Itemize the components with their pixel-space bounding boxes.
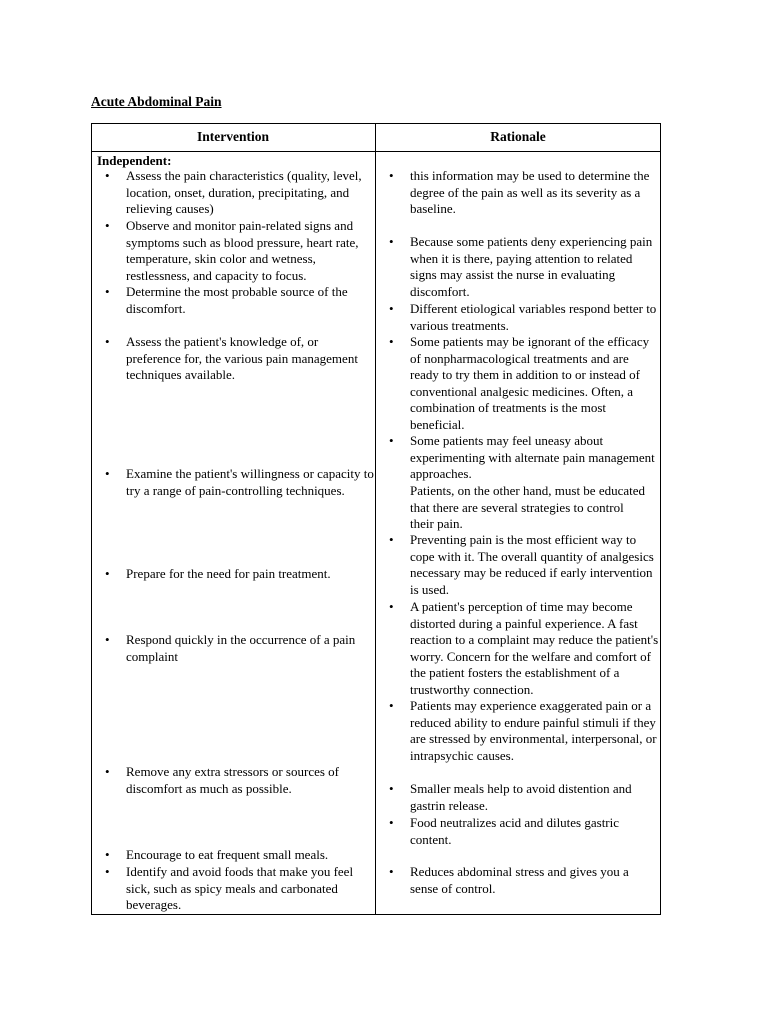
table-header-divider [91, 151, 661, 152]
bullet-icon: • [389, 781, 394, 796]
rationale-item: • A patient's perception of time may become distorted during a painful experience. A fast reaction to a complaint may reduce the patient's worry. Concern for the welfare and comfort of the patient fosters the establishment of a trustworthy connection. [389, 599, 659, 697]
intervention-item: • Prepare for the need for pain treatment. [105, 566, 331, 581]
bullet-icon: • [389, 698, 394, 713]
header-intervention: Intervention [197, 128, 269, 144]
intervention-item: • Identify and avoid foods that make you feel sick, such as spicy meals and carbonated beverages. [105, 864, 354, 913]
bullet-icon: • [389, 864, 394, 879]
bullet-icon: • [389, 234, 394, 249]
intervention-item: • Observe and monitor pain-related signs and symptoms such as blood pressure, heart rate, temperature, skin color and wetness, restlessness, and capacity to focus. [105, 218, 359, 283]
rationale-item: • Food neutralizes acid and dilutes gastric content. [389, 815, 620, 847]
bullet-icon: • [105, 218, 110, 233]
table-border-left [91, 123, 92, 915]
intervention-item: • Determine the most probable source of the discomfort. [105, 284, 348, 316]
rationale-item: • Different etiological variables respond better to various treatments. [389, 301, 657, 333]
table-border-bottom [91, 914, 661, 915]
intervention-item: • Examine the patient's willingness or capacity to try a range of pain-controlling techniques. [105, 466, 374, 498]
intervention-item: • Assess the patient's knowledge of, or preference for, the various pain management techniques available. [105, 334, 358, 383]
rationale-item: • Some patients may be ignorant of the efficacy of nonpharmacological treatments and are ready to try them in addition to or instead of conventional analgesic medicines. Often, a combination of treatments is the most beneficial. [389, 334, 650, 432]
bullet-icon: • [389, 532, 394, 547]
intervention-item: • Remove any extra stressors or sources of discomfort as much as possible. [105, 764, 339, 796]
bullet-icon: • [105, 466, 110, 481]
section-label-independent: Independent: [97, 153, 172, 168]
bullet-icon: • [389, 334, 394, 349]
bullet-icon: • [389, 168, 394, 183]
bullet-icon: • [105, 566, 110, 581]
rationale-item: • Smaller meals help to avoid distention and gastrin release. [389, 781, 632, 813]
bullet-icon: • [105, 334, 110, 349]
bullet-icon: • [105, 168, 110, 183]
document-title: Acute Abdominal Pain [91, 94, 222, 109]
bullet-icon: • [389, 599, 394, 614]
bullet-icon: • [389, 815, 394, 830]
intervention-item: • Assess the pain characteristics (quality, level, location, onset, duration, precipitating, and relieving causes) [105, 168, 362, 217]
rationale-item: • Preventing pain is the most efficient way to cope with it. The overall quantity of analgesics necessary may be reduced if early intervention is used. [389, 532, 654, 597]
rationale-item: • Some patients may feel uneasy about experimenting with alternate pain management approaches. [389, 433, 655, 482]
bullet-icon: • [389, 301, 394, 316]
header-rationale: Rationale [490, 128, 546, 144]
bullet-icon: • [105, 632, 110, 647]
intervention-item: • Encourage to eat frequent small meals. [105, 847, 329, 862]
rationale-item: • Reduces abdominal stress and gives you a sense of control. [389, 864, 629, 896]
rationale-note: Patients, on the other hand, must be educated that there are several strategies to control their pain. [410, 483, 646, 532]
intervention-item: • Respond quickly in the occurrence of a pain complaint [105, 632, 356, 664]
bullet-icon: • [105, 284, 110, 299]
rationale-item: • Because some patients deny experiencing pain when it is there, paying attention to related signs may assist the nurse in evaluating discomfort. [389, 234, 653, 299]
rationale-item: • Patients may experience exaggerated pain or a reduced ability to endure painful stimuli if they are stressed by environmental, interpersonal, or intrapsychic causes. [389, 698, 657, 763]
bullet-icon: • [389, 433, 394, 448]
bullet-icon: • [105, 847, 110, 862]
bullet-icon: • [105, 864, 110, 879]
care-plan-table [91, 123, 661, 915]
table-border-right [660, 123, 661, 915]
rationale-item: • this information may be used to determine the degree of the pain as well as its severity as a baseline. [389, 168, 650, 217]
bullet-icon: • [105, 764, 110, 779]
